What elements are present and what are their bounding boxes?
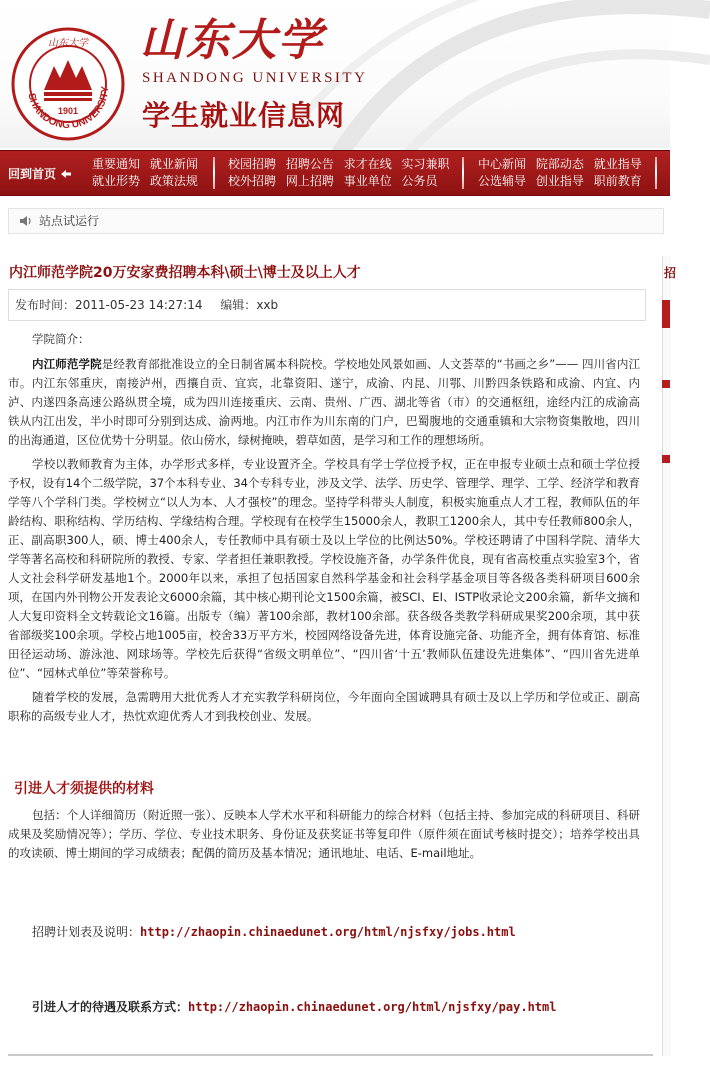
nav-link-policies[interactable]: 政策法规 [149,174,198,188]
materials-text: 包括：个人详细简历（附近照一张）、反映本人学术水平和科研能力的综合材料（包括主持、参加完成的科研项目、科研成果及奖励情况等）；学历、学位、专业技术职务、身份证及获奖证书等复印件（原件须在面试考核时提交）；培养学校出具的攻读硕、博士期间的学习成绩表；配偶的简历及基本情况；通讯地址、电话、E-mail地址。 [8,808,640,860]
sidebar-tab[interactable] [662,380,670,388]
article-title: 内江师范学院20万安家费招聘本科\硕士\博士及以上人才 [9,265,361,281]
school-name: 内江师范学院 [32,357,102,371]
footer-divider [8,1054,653,1056]
brand-logotype: 山东大学 [140,15,324,66]
speaker-icon [19,215,33,227]
publish-time: 2011-05-23 14:27:14 [75,298,203,312]
editor-label: 编辑： [220,298,257,312]
nav-link-civil-servant[interactable]: 公务员 [401,174,438,188]
nav-link-talent-online[interactable]: 求才在线 [343,157,392,171]
nav-link-internship[interactable]: 实习兼职 [401,157,450,171]
seal-arc-text: SHANDONG UNIVERSITY [25,85,112,132]
pay-label: 引进人才的待遇及联系方式： [32,1000,189,1014]
home-link-label: 回到首页 [8,167,57,181]
nav-link-employment-news[interactable]: 就业新闻 [149,157,198,171]
nav-link-startup-guidance[interactable]: 创业指导 [535,174,584,188]
nav-link-employment-situation[interactable]: 就业形势 [92,174,141,188]
recruit-paragraph: 随着学校的发展，急需聘用大批优秀人才充实教学科研岗位，今年面向全国诚聘具有硕士及以上学历和学位或正、副高职称的高级专业人才，热忱欢迎优秀人才到我校创业、发展。 [8,690,640,723]
site-status-bar [8,208,664,234]
nav-group-center [478,156,648,190]
arrow-back-icon [60,169,72,179]
nav-separator [462,157,464,189]
site-header [0,0,670,148]
intro-paragraph [8,355,640,450]
nav-link-career-guidance[interactable]: 就业指导 [593,157,642,171]
pay-link[interactable]: http://zhaopin.chinaedunet.org/html/njsfxy/pay.html [188,1000,557,1014]
nav-group-recruit [228,156,456,190]
university-seal-icon [10,26,126,142]
plan-link[interactable]: http://zhaopin.chinaedunet.org/html/njsfxy/jobs.html [140,925,516,939]
nav-separator [213,157,215,189]
sidebar-tab[interactable] [662,455,670,463]
nav-link-center-news[interactable]: 中心新闻 [478,157,527,171]
plan-label: 招聘计划表及说明： [32,925,141,939]
nav-link-preprofessional-education[interactable]: 职前教育 [593,174,642,188]
article-meta [8,289,646,321]
seal-top-chars: 山东大学 [48,38,88,49]
intro-paragraph-text: 是经教育部批准设立的全日制省属本科院校。学校地处风景如画、人文荟萃的“书画之乡”—— 四川省内江市。内江东邻重庆，南接泸州，西攘自贡、宜宾，北靠资阳、遂宁，成渝、内昆、川鄂、川黔四条铁路和成渝、内宜、内泸、内遂四条高速公路纵贯全境，成为四川连接重庆、云南、贵州、广西、湖北等省（市）的交通枢纽，途经内江的成渝高铁从内江出发，半小时即可分别到达成、渝两地。内江市作为川东南的门户，巴蜀腹地的交通重镇和大宗物资集散地，四川的出海通道，区位优势十分明显。依山傍水，绿树掩映，碧草如茵，是学习和工作的理想场所。 [8,357,640,447]
school-profile-paragraph: 学校以教师教育为主体，办学形式多样，专业设置齐全。学校具有学士学位授予权，正在申报专业硕士点和硕士学位授予权，设有14个二级学院，37个本科专业、34个专科专业，涉及文学、法学、历史学、管理学、理学、工学、经济学和教育学等八个学科门类。学校树立“以人为本、人才强校”的理念。坚持学科带头人制度，积极实施重点人才工程，教师队伍的年龄结构、职称结构、学历结构、学缘结构合理。学校现有在校学生15000余人，教职工1200余人，其中专任教师800余人，正、副高职300人，硕、博士400余人，专任教师中具有硕士及以上学位的比例达50%。学校还聘请了中国科学院、清华大学等著名高校和科研院所的教授、专家、学者担任兼职教授。学校设施齐备，办学条件优良，现有省高校重点实验室3个，省人文社会科学研发基地1个。2000年以来，承担了包括国家自然科学基金和社会科学基金项目等各级各类科研项目600余项，在国内外刊物公开发表论文6000余篇，其中核心期刊论文1500余篇，被SCI、EI、ISTP收录论文200余篇，新华文摘和人大复印资料全文转载论文16篇。出版专（编）著100余部，教材100余部。获各级各类教学科研成果奖200余项，其中获省部级奖100余项。学校占地1005亩，校舍33万平方米，校园网络设备先进，体育设施完备、功能齐全，拥有体育馆、标准田径运动场、游泳池、网球场等。学校先后获得“省级文明单位”、“四川省‘十五’教师队伍建设先进集体”、“四川省先进单位”、“园林式单位”等荣誉称号。 [8,457,640,680]
editor-name: xxb [256,298,279,312]
brand-english-name: SHANDONG UNIVERSITY [142,70,368,86]
intro-heading: 学院简介： [32,332,90,346]
nav-link-department-news[interactable]: 院部动态 [535,157,584,171]
nav-link-offcampus-recruit[interactable]: 校外招聘 [228,174,277,188]
plan-line [32,923,516,940]
main-navigation [0,150,670,196]
home-link[interactable] [8,165,72,182]
sidebar-tab[interactable] [662,300,670,328]
nav-link-campus-recruit[interactable]: 校园招聘 [228,157,277,171]
clipped-sidebar [662,256,677,1056]
site-title: 学生就业信息网 [142,99,346,132]
article-body [8,330,640,731]
nav-link-important-notice[interactable]: 重要通知 [92,157,141,171]
nav-separator [655,157,657,189]
nav-link-online-recruit[interactable]: 网上招聘 [285,174,334,188]
publish-time-label: 发布时间： [15,298,76,312]
sidebar-edge-char: 招 [664,266,677,280]
nav-link-public-institution[interactable]: 事业单位 [343,174,392,188]
nav-link-recruit-notice[interactable]: 招聘公告 [285,157,334,171]
nav-link-elective-tutoring[interactable]: 公选辅导 [478,174,527,188]
site-status-text: 站点试运行 [39,214,100,228]
nav-group-news [92,156,204,190]
materials-heading: 引进人才须提供的材料 [14,781,154,797]
pay-line [32,998,556,1015]
seal-year: 1901 [57,106,79,116]
